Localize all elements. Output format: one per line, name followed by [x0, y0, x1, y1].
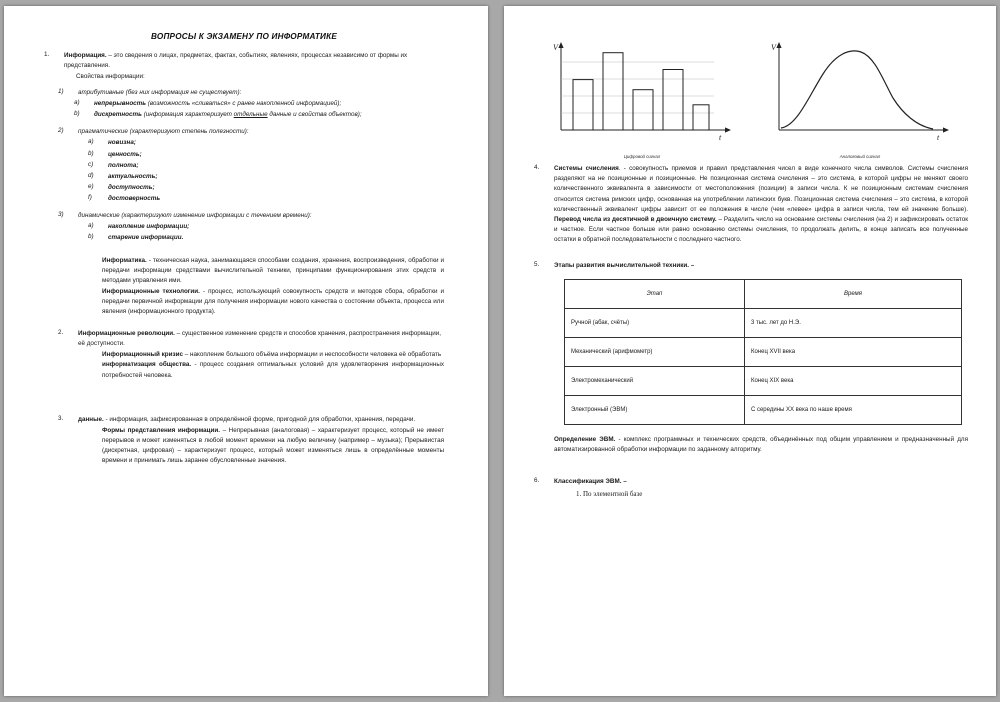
item-term: полнота; — [108, 161, 139, 169]
group-marker: 2) — [58, 127, 64, 135]
text-informatika: - техническая наука, занимающаяся способами создания, хранения, воспроизведения, обработки и передачи информации средствами вычислительной техники, принципами функционирования этих средств и методами управления ими. — [102, 257, 445, 285]
cell-vremya: Конец XIX века — [744, 366, 961, 395]
list-item — [88, 194, 444, 204]
classification-sub-item — [576, 490, 968, 498]
column-header-vremya: Время — [744, 279, 961, 308]
chart-analog-svg — [757, 38, 963, 148]
table-header-row — [565, 279, 962, 308]
chart-analog-signal — [757, 38, 963, 159]
list-item — [88, 233, 444, 243]
table-row — [565, 337, 962, 366]
table-etapy-razvitiya — [564, 279, 962, 425]
column-header-etap: Этап — [565, 279, 745, 308]
question-5 — [534, 261, 968, 271]
list-item — [88, 150, 444, 160]
table-row — [565, 395, 962, 424]
item-term: достоверность — [108, 194, 161, 202]
block-formy-predstavleniya — [102, 426, 444, 467]
group-marker: 1) — [58, 88, 64, 96]
list-item — [88, 161, 444, 171]
sub-item-marker: 1. — [576, 490, 582, 499]
text-sistemy-schisleniya: . - совокупность приемов и правил представления чисел в виде конечного числа символов. Системы счисления разделяют на не позиционные и позиционные. Не позиционная система счисления – это система, в которой цифры не меняют своего количественного эквивалента в зависимости от местоположения (позиции) в записи числа. К не позиционным системам счисления относится система римских цифр, основанная на употреблении латинских букв. Позиционная система счисления – это система, в которой количественный эквивалент цифры зависит от ее положения в числе (чем «левее» цифра в записи числа, тем ей значение больше). — [554, 165, 968, 213]
chart-digital-svg — [539, 38, 745, 148]
question-number: 4. — [534, 164, 540, 171]
item-term: непрерывность — [94, 100, 147, 108]
item-term: новизна; — [108, 139, 136, 147]
term-klassifikatsiya-evm: Классификация ЭВМ. – — [554, 478, 627, 486]
svg-text:t: t — [719, 133, 722, 142]
item-term: накопление информации; — [108, 222, 190, 230]
item-term: дискретность — [94, 111, 142, 119]
properties-group-2 — [58, 127, 444, 137]
table-row — [565, 366, 962, 395]
definition-informatsiya: – это сведения о лицах, предметах, фактах, событиях, явлениях, процессах независимо от формы их представления. — [64, 52, 408, 70]
item-marker: e) — [88, 182, 94, 190]
item-text: (информация характеризует отдельные данные и свойства объектов); — [143, 111, 362, 119]
item-marker: b) — [88, 232, 94, 240]
question-number: 3. — [58, 414, 64, 422]
svg-text:V: V — [553, 43, 558, 52]
table-row — [565, 308, 962, 337]
term-info-krizis: Информационный кризис — [102, 351, 184, 359]
term-opredelenie-evm: Определение ЭВМ. — [554, 435, 616, 443]
term-perevod-chisla: Перевод числа из десятичной в двоичную систему. — [554, 215, 717, 223]
question-6 — [534, 477, 968, 487]
question-4 — [534, 164, 968, 246]
cell-vremya: 3 тыс. лет до Н.Э. — [744, 308, 961, 337]
page-title: ВОПРОСЫ К ЭКЗАМЕНУ ПО ИНФОРМАТИКЕ — [150, 32, 338, 41]
term-informatika: Информатика. — [102, 257, 147, 264]
sub-item-text: По элементной базе — [583, 490, 643, 499]
svg-text:V: V — [771, 43, 776, 52]
text-informatsionnye-tehnologii: - процесс, использующий совокупность средств и методов сбора, обработки и передачи первичной информации для получения информации нового качества о состоянии объекта, процесса или явления (информационного продукта). — [102, 287, 445, 315]
question-number: 6. — [534, 477, 540, 485]
item-marker: c) — [88, 160, 94, 168]
chart-caption-analog: Аналоговый сигнал — [839, 154, 881, 159]
term-informatizatsiya: информатизация общества. — [102, 361, 192, 369]
chart-caption-digital: Цифровой сигнал — [623, 154, 661, 159]
cell-vremya: Конец XVII века — [744, 337, 961, 366]
item-marker: b) — [88, 149, 94, 157]
chart-digital-signal — [539, 38, 745, 159]
term-formy-predstavleniya: Формы представления информации. — [102, 426, 221, 434]
text-formy-predstavleniya: – Непрерывная (аналоговая) – характеризует процесс, который не имеет перерывов и может изменяться в любой момент времени на любую величину (например – музыка); Прерывистая (дискретная, цифровая) – характеризует процесс, который может изменяться лишь в определённые моменты времени и принимать лишь заранее обусловленные значения. — [102, 426, 444, 465]
item-marker: a) — [88, 138, 94, 146]
list-item — [74, 99, 444, 109]
item-marker: b) — [74, 110, 80, 118]
term-dannye: данные. — [78, 415, 104, 423]
document-page-2 — [504, 6, 996, 696]
document-page-1 — [4, 6, 488, 696]
list-item — [74, 110, 444, 120]
svg-text:t: t — [937, 133, 940, 142]
properties-group-1 — [58, 88, 444, 98]
cell-vremya: С середины XX века по наше время — [744, 395, 961, 424]
group-marker: 3) — [58, 210, 64, 218]
term-etapy-razvitiya: Этапы развития вычислительной техники. – — [554, 261, 695, 269]
group-label: атрибутивные (без них информация не существует): — [78, 89, 242, 97]
group-label: динамические (характеризуют изменение информации с течением времени): — [78, 211, 312, 219]
cell-etap: Механический (арифмометр) — [565, 337, 745, 366]
term-info-revolutsii: Информационные революции. — [78, 330, 175, 338]
text-info-krizis: – накопление большого объёма информации и неспособности человека её обработать — [184, 351, 442, 359]
block-informatika — [102, 256, 444, 287]
item-marker: f) — [88, 193, 92, 201]
item-term: доступность; — [108, 183, 155, 191]
list-item — [88, 138, 444, 148]
question-number: 5. — [534, 260, 540, 268]
block-info-krizis — [102, 350, 444, 360]
definition-info-revolutsii: – существенное изменение средств и способов хранения, распространения информации, её доступности. — [78, 330, 441, 348]
properties-group-3 — [58, 211, 444, 221]
cell-etap: Электронный (ЭВМ) — [565, 395, 745, 424]
item-marker: d) — [88, 171, 94, 179]
question-number: 1. — [44, 51, 50, 58]
cell-etap: Ручной (абак, счёты) — [565, 308, 745, 337]
group-label: прагматические (характеризуют степень полезности): — [78, 128, 249, 136]
item-term: актуальность; — [108, 172, 158, 180]
block-informatizatsiya — [102, 360, 444, 380]
list-item — [88, 183, 444, 193]
cell-etap: Электромеханический — [565, 366, 745, 395]
underlined-phrase: отдельные — [233, 111, 268, 119]
term-informatsionnye-tehnologii: Информационные технологии. — [102, 287, 200, 295]
item-text: (возможность «сливаться» с ранее накопленной информацией); — [147, 100, 342, 108]
list-item — [88, 172, 444, 182]
definition-dannye: - информация, зафиксированная в определённой форме, пригодной для обработки, хранения, передачи. — [105, 415, 416, 423]
signal-charts — [534, 38, 968, 159]
properties-header: Свойства информации: — [76, 73, 145, 81]
question-2 — [58, 329, 444, 349]
question-3 — [58, 415, 444, 425]
question-number: 2. — [58, 329, 64, 337]
item-term: ценность; — [108, 150, 142, 158]
text-informatizatsiya: - процесс создания оптимальных условий для удовлетворения информационных потребностей человека. — [102, 361, 444, 379]
block-opredelenie-evm — [554, 435, 968, 455]
item-marker: a) — [88, 221, 94, 229]
text-opredelenie-evm: - комплекс программных и технических средств, объединённых под общим управлением и предназначенный для автоматизированной обработки информации по заданному алгоритму. — [554, 435, 968, 453]
question-1 — [44, 51, 444, 71]
term-sistemy-schisleniya: Системы счисления — [554, 165, 619, 172]
block-informatsionnye-tehnologii — [102, 287, 444, 318]
list-item — [88, 222, 444, 232]
term-informatsiya: Информация. — [64, 52, 107, 59]
item-term: старение информации. — [108, 233, 184, 241]
item-marker: a) — [74, 99, 80, 107]
text-perevod-chisla: – Разделить число на основание системы счисления (на 2) и зафиксировать остаток и частное. Если частное больше или равно основанию системы счисления, то продолжать делить, в конце записать все полученные остатки в обратной последовательности с последнего частного. — [554, 215, 968, 244]
